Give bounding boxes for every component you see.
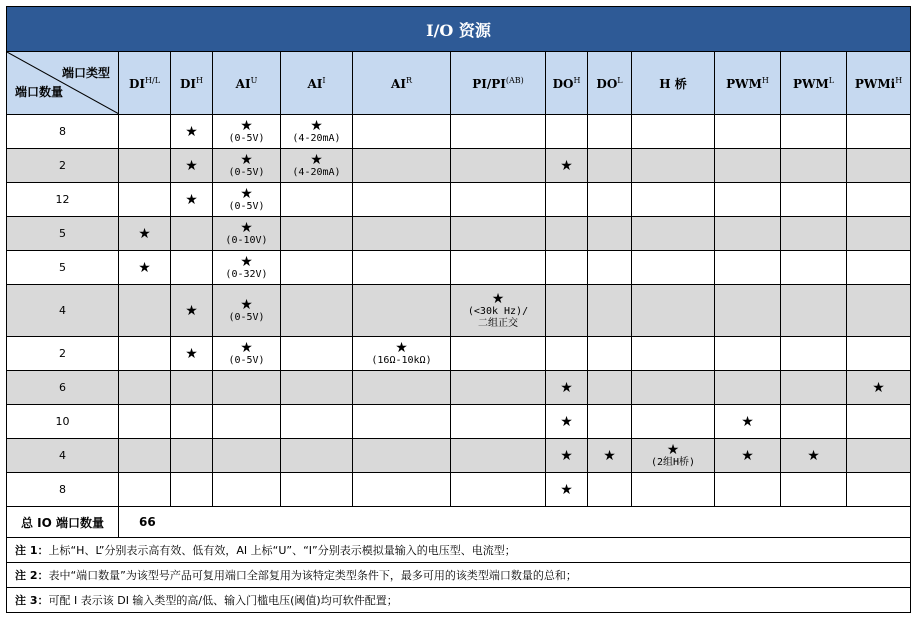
resource-cell — [632, 149, 715, 183]
column-header-label: AI — [235, 76, 251, 91]
resource-cell — [451, 405, 546, 439]
star-icon: ★ — [310, 151, 323, 168]
resource-cell — [451, 473, 546, 507]
star-icon: ★ — [872, 379, 885, 396]
resource-cell — [213, 285, 281, 337]
resource-cell — [281, 337, 353, 371]
table-body — [7, 115, 911, 507]
resource-cell — [119, 149, 171, 183]
header-row — [7, 52, 911, 115]
port-count-cell: 6 — [7, 371, 119, 405]
port-count-cell: 10 — [7, 405, 119, 439]
star-icon: ★ — [240, 219, 253, 236]
resource-cell — [171, 183, 213, 217]
table-row — [7, 183, 911, 217]
note-row-3 — [7, 588, 911, 613]
resource-cell — [546, 473, 588, 507]
resource-cell — [781, 115, 847, 149]
resource-cell — [847, 439, 911, 473]
resource-cell — [119, 115, 171, 149]
resource-cell — [588, 217, 632, 251]
resource-cell — [281, 217, 353, 251]
port-count-cell: 4 — [7, 285, 119, 337]
column-header — [451, 52, 546, 115]
resource-cell — [119, 183, 171, 217]
resource-cell — [715, 183, 781, 217]
resource-cell — [715, 115, 781, 149]
resource-cell — [632, 183, 715, 217]
star-icon: ★ — [807, 447, 820, 464]
resource-cell — [847, 115, 911, 149]
resource-cell — [847, 337, 911, 371]
resource-cell — [281, 405, 353, 439]
table-row — [7, 439, 911, 473]
column-header — [119, 52, 171, 115]
column-header — [281, 52, 353, 115]
column-header — [353, 52, 451, 115]
star-icon: ★ — [185, 345, 198, 362]
resource-cell — [281, 115, 353, 149]
column-header-label: DI — [179, 76, 197, 91]
star-icon: ★ — [240, 117, 253, 134]
column-header — [171, 52, 213, 115]
resource-cell — [353, 337, 451, 371]
resource-cell — [546, 149, 588, 183]
resource-cell — [781, 439, 847, 473]
column-header — [715, 52, 781, 115]
resource-cell — [781, 473, 847, 507]
column-header-label: AI — [307, 76, 323, 91]
column-header-label: AI — [391, 76, 406, 91]
column-header — [546, 52, 588, 115]
star-icon: ★ — [666, 441, 680, 458]
port-type-label: 端口类型 — [61, 66, 110, 80]
resource-cell — [451, 371, 546, 405]
column-header-superscript: I — [322, 75, 326, 85]
star-icon: ★ — [491, 290, 505, 307]
column-header-superscript: R — [405, 75, 412, 85]
resource-cell — [588, 405, 632, 439]
star-icon: ★ — [741, 447, 754, 464]
column-header-label: PWM — [726, 76, 762, 91]
resource-cell — [119, 285, 171, 337]
resource-cell — [632, 371, 715, 405]
star-icon: ★ — [310, 117, 323, 134]
resource-cell — [546, 251, 588, 285]
resource-cell — [119, 337, 171, 371]
column-header-label: DO — [596, 76, 618, 91]
port-count-cell: 5 — [7, 217, 119, 251]
table-row — [7, 217, 911, 251]
column-header-superscript: H — [196, 75, 203, 85]
note-3-text: 可配 I 表示该 DI 输入类型的高/低、输入门槛电压(阈值)均可软件配置； — [48, 594, 398, 607]
resource-cell — [213, 149, 281, 183]
resource-cell — [451, 217, 546, 251]
resource-cell — [451, 115, 546, 149]
column-header — [632, 52, 715, 115]
column-header-label: DO — [552, 76, 574, 91]
total-row — [7, 507, 911, 538]
resource-cell — [281, 473, 353, 507]
table-row — [7, 251, 911, 285]
resource-cell — [588, 439, 632, 473]
cell-note: (0-5V) — [228, 166, 265, 178]
resource-cell — [632, 285, 715, 337]
note-2 — [7, 563, 911, 588]
note-2-key: 注 2： — [15, 569, 49, 582]
resource-cell — [353, 405, 451, 439]
resource-cell — [781, 183, 847, 217]
star-icon: ★ — [240, 185, 253, 202]
star-icon: ★ — [395, 339, 408, 356]
resource-cell — [781, 337, 847, 371]
resource-cell — [353, 183, 451, 217]
resource-cell — [451, 439, 546, 473]
title-row — [7, 7, 911, 52]
resource-cell — [171, 337, 213, 371]
column-header-superscript: H — [895, 75, 903, 85]
resource-cell — [588, 251, 632, 285]
column-header-superscript: H — [761, 75, 769, 85]
star-icon: ★ — [741, 413, 754, 430]
star-icon: ★ — [138, 225, 151, 242]
port-count-cell: 2 — [7, 337, 119, 371]
resource-cell — [451, 251, 546, 285]
star-icon: ★ — [138, 259, 151, 276]
port-count-label: 端口数量 — [15, 85, 64, 99]
resource-cell — [119, 473, 171, 507]
resource-cell — [451, 285, 546, 337]
star-icon: ★ — [560, 481, 573, 498]
resource-cell — [213, 115, 281, 149]
table-row — [7, 115, 911, 149]
cell-note: (0-32V) — [225, 268, 268, 280]
star-icon: ★ — [185, 157, 198, 174]
cell-note: (16Ω-10kΩ) — [371, 354, 432, 366]
column-header-superscript: H — [573, 75, 581, 85]
resource-cell — [353, 473, 451, 507]
resource-cell — [213, 251, 281, 285]
resource-cell — [119, 405, 171, 439]
resource-cell — [213, 371, 281, 405]
resource-cell — [715, 337, 781, 371]
column-header-label: H 桥 — [659, 76, 687, 91]
io-resource-table — [6, 6, 911, 613]
resource-cell — [781, 285, 847, 337]
resource-cell — [171, 115, 213, 149]
resource-cell — [546, 285, 588, 337]
port-count-cell: 12 — [7, 183, 119, 217]
resource-cell — [546, 183, 588, 217]
star-icon: ★ — [185, 123, 198, 140]
resource-cell — [781, 251, 847, 285]
column-header — [588, 52, 632, 115]
total-label: 总 IO 端口数量 — [7, 507, 119, 538]
cell-note: (4-20mA) — [292, 166, 341, 178]
cell-note: (<30k Hz)/ — [467, 305, 529, 317]
resource-cell — [213, 217, 281, 251]
note-1-key: 注 1： — [15, 544, 49, 557]
resource-cell — [353, 149, 451, 183]
cell-note: (0-5V) — [228, 354, 265, 366]
resource-cell — [171, 149, 213, 183]
cell-note: (0-10V) — [225, 234, 268, 246]
resource-cell — [119, 251, 171, 285]
resource-cell — [715, 149, 781, 183]
column-header-label: PWMi — [854, 76, 896, 91]
resource-cell — [213, 473, 281, 507]
resource-cell — [588, 371, 632, 405]
star-icon: ★ — [240, 339, 253, 356]
cell-note: (4-20mA) — [292, 132, 341, 144]
resource-cell — [213, 183, 281, 217]
resource-cell — [847, 217, 911, 251]
column-header-label: PI/PI — [472, 76, 506, 91]
cell-note: (0-5V) — [228, 311, 265, 323]
table-row — [7, 149, 911, 183]
resource-cell — [715, 439, 781, 473]
resource-cell — [171, 217, 213, 251]
resource-cell — [715, 217, 781, 251]
resource-cell — [119, 217, 171, 251]
resource-cell — [632, 439, 715, 473]
resource-cell — [281, 149, 353, 183]
resource-cell — [353, 371, 451, 405]
resource-cell — [119, 439, 171, 473]
resource-cell — [281, 439, 353, 473]
resource-cell — [353, 217, 451, 251]
resource-cell — [632, 115, 715, 149]
table-title: I/O 资源 — [7, 7, 911, 52]
resource-cell — [588, 337, 632, 371]
column-header-superscript: U — [250, 75, 258, 85]
note-1 — [7, 538, 911, 563]
resource-cell — [546, 439, 588, 473]
resource-cell — [171, 371, 213, 405]
port-count-cell: 2 — [7, 149, 119, 183]
column-header — [781, 52, 847, 115]
resource-cell — [632, 337, 715, 371]
resource-cell — [353, 439, 451, 473]
resource-cell — [171, 285, 213, 337]
resource-cell — [171, 473, 213, 507]
resource-cell — [847, 183, 911, 217]
column-header-superscript: L — [617, 75, 623, 85]
star-icon: ★ — [185, 191, 198, 208]
resource-cell — [353, 285, 451, 337]
resource-cell — [781, 149, 847, 183]
star-icon: ★ — [560, 379, 573, 396]
resource-cell — [588, 115, 632, 149]
total-value: 66 — [119, 507, 911, 538]
resource-cell — [546, 405, 588, 439]
table-row — [7, 337, 911, 371]
resource-cell — [281, 371, 353, 405]
resource-cell — [451, 149, 546, 183]
resource-cell — [847, 473, 911, 507]
resource-cell — [715, 371, 781, 405]
resource-cell — [213, 337, 281, 371]
corner-header-cell — [7, 52, 119, 115]
resource-cell — [171, 251, 213, 285]
resource-cell — [546, 217, 588, 251]
table-row — [7, 285, 911, 337]
cell-note: 二组正交 — [478, 317, 518, 329]
column-header-label: PWM — [792, 76, 829, 91]
star-icon: ★ — [240, 296, 253, 313]
io-resource-table-wrapper — [6, 6, 910, 613]
column-header-superscript: H/L — [145, 75, 160, 85]
resource-cell — [632, 217, 715, 251]
resource-cell — [847, 251, 911, 285]
note-3 — [7, 588, 911, 613]
resource-cell — [588, 149, 632, 183]
resource-cell — [781, 217, 847, 251]
column-header-label: DI — [128, 76, 146, 91]
resource-cell — [281, 285, 353, 337]
star-icon: ★ — [560, 413, 573, 430]
cell-note: (0-5V) — [228, 200, 265, 212]
column-header-superscript: (AB) — [505, 75, 524, 85]
resource-cell — [353, 115, 451, 149]
table-row — [7, 371, 911, 405]
star-icon: ★ — [240, 253, 253, 270]
table-row — [7, 405, 911, 439]
resource-cell — [632, 251, 715, 285]
resource-cell — [546, 337, 588, 371]
resource-cell — [781, 405, 847, 439]
resource-cell — [588, 183, 632, 217]
note-row-1 — [7, 538, 911, 563]
port-count-cell: 4 — [7, 439, 119, 473]
column-header — [213, 52, 281, 115]
resource-cell — [847, 285, 911, 337]
resource-cell — [119, 371, 171, 405]
resource-cell — [715, 251, 781, 285]
note-row-2 — [7, 563, 911, 588]
note-1-text: 上标“H、L”分别表示高有效、低有效，AI 上标“U”、“I”分别表示模拟量输入的电压型、电流型； — [48, 544, 516, 557]
resource-cell — [213, 405, 281, 439]
resource-cell — [171, 439, 213, 473]
resource-cell — [546, 115, 588, 149]
cell-note: (2组H桥) — [650, 456, 696, 468]
resource-cell — [281, 251, 353, 285]
resource-cell — [451, 183, 546, 217]
column-header-superscript: L — [828, 75, 835, 85]
resource-cell — [546, 371, 588, 405]
port-count-cell: 8 — [7, 473, 119, 507]
resource-cell — [281, 183, 353, 217]
resource-cell — [588, 285, 632, 337]
port-count-cell: 8 — [7, 115, 119, 149]
star-icon: ★ — [240, 151, 253, 168]
resource-cell — [847, 405, 911, 439]
resource-cell — [588, 473, 632, 507]
star-icon: ★ — [185, 302, 198, 319]
cell-note: (0-5V) — [228, 132, 265, 144]
resource-cell — [715, 285, 781, 337]
resource-cell — [632, 473, 715, 507]
note-3-key: 注 3： — [15, 594, 49, 607]
star-icon: ★ — [560, 447, 573, 464]
star-icon: ★ — [603, 447, 616, 464]
resource-cell — [847, 371, 911, 405]
resource-cell — [171, 405, 213, 439]
note-2-text: 表中“端口数量”为该型号产品可复用端口全部复用为该特定类型条件下，最多可用的该类型端口数量的总和； — [48, 569, 577, 582]
resource-cell — [781, 371, 847, 405]
resource-cell — [632, 405, 715, 439]
star-icon: ★ — [560, 157, 573, 174]
resource-cell — [213, 439, 281, 473]
resource-cell — [715, 405, 781, 439]
resource-cell — [353, 251, 451, 285]
table-row — [7, 473, 911, 507]
resource-cell — [451, 337, 546, 371]
column-header — [847, 52, 911, 115]
resource-cell — [847, 149, 911, 183]
port-count-cell: 5 — [7, 251, 119, 285]
resource-cell — [715, 473, 781, 507]
